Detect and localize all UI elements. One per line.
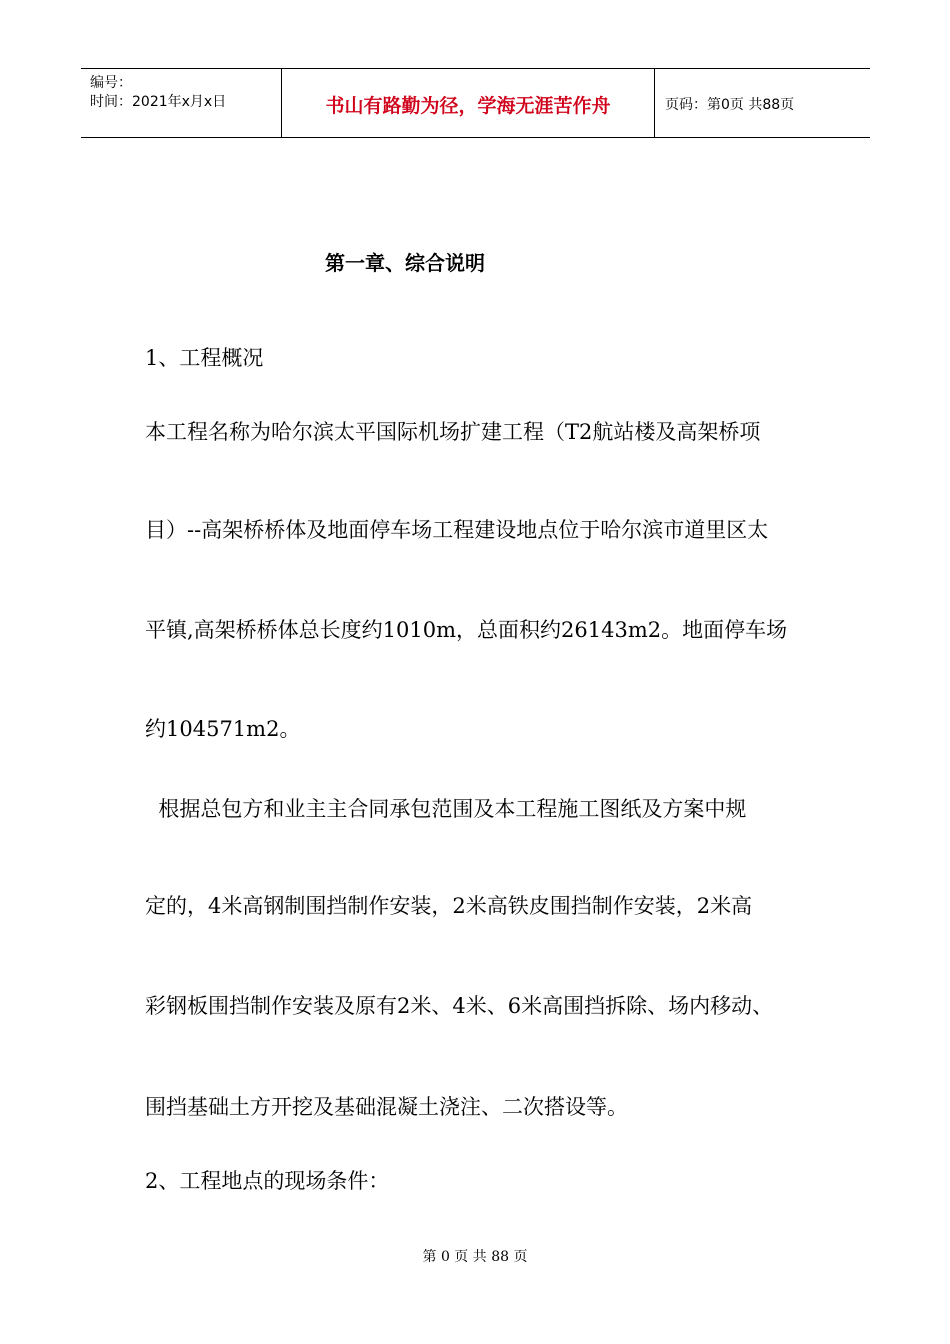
chapter-title: 第一章、综合说明	[325, 251, 485, 275]
body-line: 平镇,高架桥桥体总长度约1010m，总面积约26143m2。地面停车场	[145, 618, 788, 642]
header-info-cell	[81, 69, 282, 137]
section-heading-project-overview: 1、工程概况	[145, 346, 264, 370]
header-page-info: 页码：第0页 共88页	[665, 97, 795, 113]
header-motto: 书山有路勤为径，学海无涯苦作舟	[325, 95, 611, 117]
body-line: 围挡基础土方开挖及基础混凝土浇注、二次搭设等。	[145, 1095, 628, 1119]
body-line: 约104571m2。	[145, 717, 301, 741]
body-line: 本工程名称为哈尔滨太平国际机场扩建工程（T2航站楼及高架桥项	[145, 420, 761, 444]
page-footer: 第 0 页 共 88 页	[422, 1249, 528, 1265]
body-line: 定的，4米高钢制围挡制作安装，2米高铁皮围挡制作安装，2米高	[145, 894, 753, 918]
document-header	[81, 68, 870, 138]
body-line: 目）--高架桥桥体及地面停车场工程建设地点位于哈尔滨市道里区太	[145, 518, 769, 542]
header-page-cell	[655, 69, 870, 137]
body-line: 彩钢板围挡制作安装及原有2米、4米、6米高围挡拆除、场内移动、	[145, 994, 774, 1018]
document-date: 时间：2021年x月x日	[90, 94, 227, 110]
section-heading-site-conditions: 2、工程地点的现场条件：	[145, 1169, 390, 1193]
body-line: 根据总包方和业主主合同承包范围及本工程施工图纸及方案中规	[145, 797, 747, 821]
document-number-label: 编号：	[90, 75, 132, 91]
header-motto-cell	[282, 69, 655, 137]
